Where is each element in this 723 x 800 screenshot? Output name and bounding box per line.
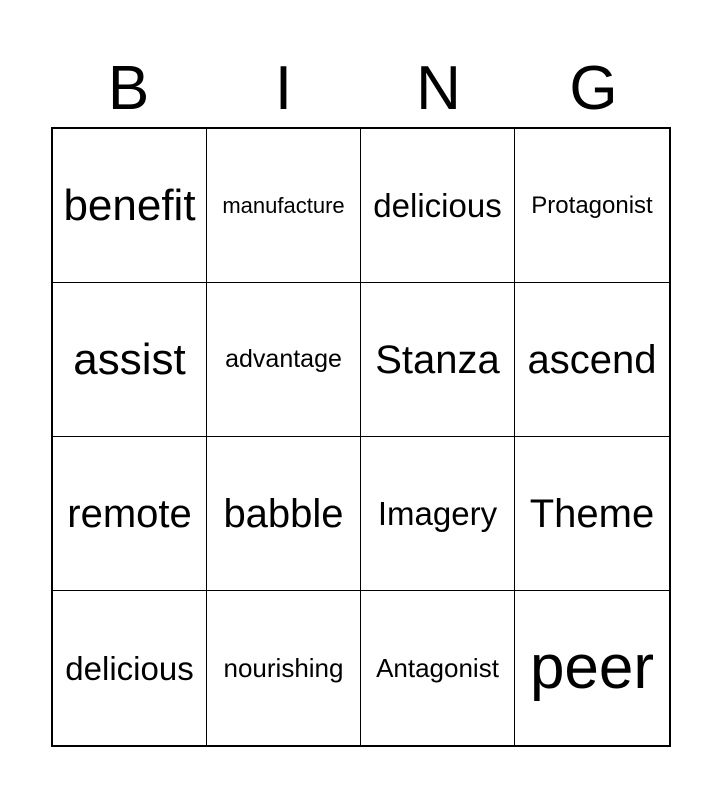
header-letter-b: B xyxy=(107,54,150,123)
bingo-cell[interactable]: ascend xyxy=(515,283,669,437)
bingo-cell[interactable]: Stanza xyxy=(361,283,515,437)
bingo-cell[interactable]: delicious xyxy=(53,591,207,745)
bingo-cell[interactable]: benefit xyxy=(53,129,207,283)
bingo-cell[interactable]: delicious xyxy=(361,129,515,283)
bingo-cell[interactable]: nourishing xyxy=(207,591,361,745)
bingo-cell[interactable]: babble xyxy=(207,437,361,591)
bingo-cell[interactable]: assist xyxy=(53,283,207,437)
bingo-cell[interactable]: advantage xyxy=(207,283,361,437)
bingo-header xyxy=(51,50,671,128)
bingo-cell[interactable]: peer xyxy=(529,633,655,702)
header-letter-g: G xyxy=(569,54,618,123)
bingo-board xyxy=(51,127,671,747)
header-letter-i: I xyxy=(274,54,293,123)
bingo-cell[interactable]: manufacture xyxy=(207,129,361,283)
header-letter-n: N xyxy=(416,54,461,123)
bingo-cell[interactable]: Antagonist xyxy=(361,591,515,745)
bingo-cell[interactable]: Imagery xyxy=(361,437,515,591)
bingo-cell[interactable]: remote xyxy=(53,437,207,591)
bingo-cell[interactable]: Theme xyxy=(515,437,669,591)
bingo-cell[interactable]: Protagonist xyxy=(515,129,669,283)
